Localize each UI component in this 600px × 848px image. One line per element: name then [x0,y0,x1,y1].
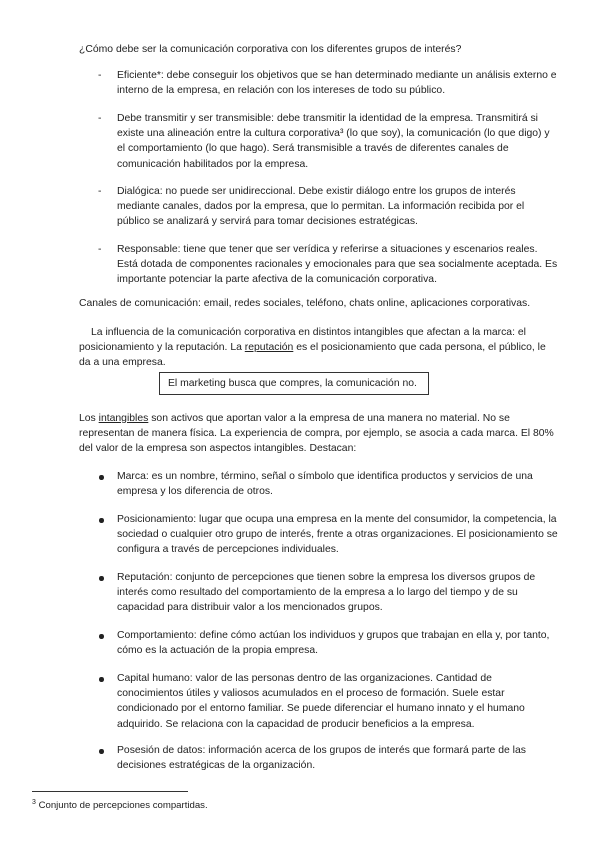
bullet-text: Reputación: conjunto de percepciones que tienen sobre la empresa los diversos grupos de interés como resultado del comportamiento de la empresa a lo largo del tiempo y de su capacidad para distribuir valor a los mencionados grupos. [117,572,536,614]
dash-marker: - [98,70,102,81]
dash-marker: - [98,186,102,197]
bullet-text: Marca: es un nombre, término, señal o símbolo que identifica productos y servicios de una empresa y los diferencia de otros. [117,471,533,498]
footnote-mark: 3 [32,799,36,806]
bullet-dot [99,475,104,480]
bullet-dot [99,634,104,639]
intangibles-text: Los [79,413,99,424]
dash-item-text: Responsable: tiene que tener que ser verídica y referirse a situaciones y escenarios reales. Está dotada de componentes racionales y emocionales para que sea socialmente aceptada. Es importante potenciar la parte afectiva de la comunicación corporativa. [117,244,558,286]
bullet-dot [99,576,104,581]
dash-item-text: Dialógica: no puede ser unidireccional. Debe existir diálogo entre los grupos de interés mediante canales, dados por la empresa, que lo permitan. La información recibida por el público se analizará y servirá para tomar decisiones estratégicas. [117,186,525,228]
canales-paragraph: Canales de comunicación: email, redes sociales, teléfono, chats online, aplicaciones corporativas. [79,298,531,309]
intangibles-paragraph [79,411,554,457]
intangibles-term: intangibles [98,413,149,424]
reputacion-term: reputación [244,342,294,354]
dash-item-text: Eficiente*: debe conseguir los objetivos que se han determinado mediante un análisis externo e interno de la empresa, en relación con los intereses de todo su público. [117,70,557,97]
bullet-text: Capital humano: valor de las personas dentro de las organizaciones. Cantidad de conocimientos útiles y valiosos acumulados en el proceso de formación. Suele estar condicionado por el entorno familiar. Se puede diferenciar el humano innato y el humano adquirido. Se relaciona con la capacidad de producir beneficios a la empresa. [117,673,525,730]
bullet-text: Posesión de datos: información acerca de los grupos de interés que formará parte de las decisiones estratégicas de la organización. [117,745,526,772]
footnote [32,798,432,813]
bullet-dot [99,518,104,523]
influencia-paragraph [79,325,549,371]
dash-marker: - [98,113,102,124]
footnote-text: Conjunto de percepciones compartidas. [35,800,208,811]
bullet-text: Posicionamiento: lugar que ocupa una empresa en la mente del consumidor, la competencia, la sociedad o cualquier otro grupo de interés, frente a otras organizaciones. El posicionamiento se configura a través de percepciones individuales. [117,514,558,556]
dash-item-text: Debe transmitir y ser transmisible: debe transmitir la identidad de la empresa. Transmitirá si existe una alineación entre la cultura corporativa³ (lo que soy), la comunicación (lo que digo) y el comportamiento (lo que hago). Será transmisible a través de diferentes canales de comunicación habilitados por la empresa. [117,113,550,170]
footnote-rule [32,791,188,792]
bullet-text: Comportamiento: define cómo actúan los individuos y grupos que trabajan en ella y, por tanto, cómo es la actuación de la propia empresa. [117,630,550,657]
intangibles-text: son activos que aportan valor a la empresa de una manera no material. No se representan de manera física. La experiencia de compra, por ejemplo, se asocia a cada marca. El 80% del valor de la empresa son aspectos intangibles. Destacan: [79,413,554,455]
dash-marker: - [98,244,102,255]
bullet-dot [99,677,104,682]
section-question: ¿Cómo debe ser la comunicación corporativa con los diferentes grupos de interés? [79,44,462,55]
influencia-text: La influencia de la comunicación corporativa en distintos intangibles que afectan a la marca: el posicionamiento y la reputación. La [79,327,526,354]
boxed-quote: El marketing busca que compres, la comunicación no. [159,372,429,395]
influencia-text: es el posicionamiento que cada persona, el público, le da a una empresa. [79,342,546,369]
bullet-dot [99,749,104,754]
